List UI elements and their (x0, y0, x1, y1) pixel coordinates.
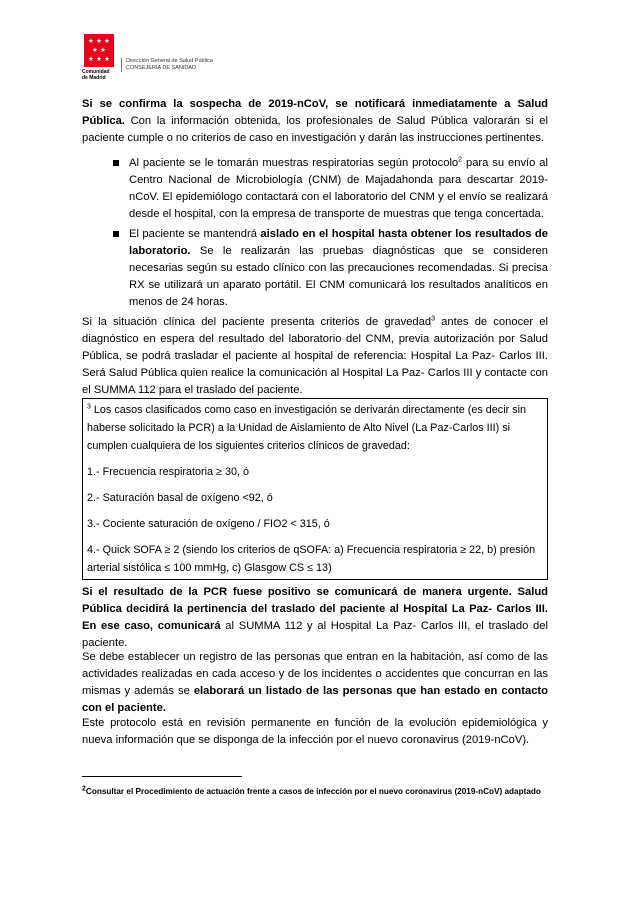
comunidad-madrid-logo (82, 34, 118, 81)
paragraph-severity: Si la situación clínica del paciente presenta criterios de gravedad$^3$ antes de conocer el diagnóstico en espera del resultado del laboratorio del CNM, previa autorización por Salud Pública, se podrá trasladar el paciente al hospital de referencia: Hospital La Paz- Carlos III. Será Salud Pública quien realice la comunicación al Hospital La Paz- Carlos III y contacte con el SUMMA 112 para el traslado del paciente. (82, 315, 548, 396)
paragraph-revision: Este protocolo está en revisión permanente en función de la evolución epidemiológica y nueva información que se disponga de la infección por el nuevo coronavirus (2019-nCoV). (82, 717, 548, 746)
footnote: $^2$Consultar el Procedimiento de actuación frente a casos de infección por el nuevo coronavirus (2019-nCoV) adaptado (82, 785, 541, 796)
criteria-item: 4.- Quick SOFA ≥ 2 (siendo los criterios de qSOFA: a) Frecuencia respiratoria ≥ 22, b) presión arterial sistólica ≤ 100 mmHg, c) Glasgow CS ≤ 13) (87, 544, 536, 574)
footnote-divider (82, 776, 242, 777)
logo-text: Comunidad de Madrid (82, 69, 110, 81)
criteria-item: 3.- Cociente saturación de oxígeno / FIO2 < 315, ó (87, 518, 330, 530)
box-intro: $^3$ Los casos clasificados como caso en investigación se derivarán directamente (es decir sin haberse solicitado la PCR) a la Unidad de Aislamiento de Alto Nivel (La Paz-Carlos III) si cumplen cualquiera de los siguientes criterios clínicos de gravedad: (87, 403, 526, 452)
criteria-item: 1.- Frecuencia respiratoria ≥ 30, ó (87, 466, 249, 478)
criteria-item: 2.- Saturación basal de oxígeno <92, ó (87, 492, 273, 504)
bullet-item-samples: Al paciente se le tomarán muestras respiratorias según protocolo$^2$ para su envío al Centro Nacional de Microbiología (CNM) de Majadahonda para descartar 2019-nCoV. El epidemiólogo contactará con el laboratorio del CNM y el envío se realizará desde el hospital, con la empresa de transporte de muestras que tenga concertada. (113, 155, 548, 223)
bullet-square-icon (113, 231, 119, 237)
paragraph-confirmation: Si se confirma la sospecha de 2019-nCoV, se notificará inmediatamente a Salud Pública. Con la información obtenida, los profesionales de Salud Pública valorarán si el paciente cumple o no criterios de caso en investigación y darán las instrucciones pertinentes. (82, 98, 548, 144)
paragraph-registry: Se debe establecer un registro de las personas que entran en la habitación, así como de las actividades realizadas en cada acceso y de los incidentes o accidentes que concurran en las mismas y además se elaborará un listado de las personas que han estado en contacto con el paciente. (82, 651, 548, 714)
bullet-square-icon (113, 160, 119, 166)
paragraph-pcr-positive: Si el resultado de la PCR fuese positivo se comunicará de manera urgente. Salud Pública decidirá la pertinencia del traslado del paciente al Hospital La Paz- Carlos III. En ese caso, comunicará al SUMMA 112 y al Hospital La Paz- Carlos III, el traslado del paciente. (82, 586, 548, 649)
organization-name: Dirección General de Salud Pública CONSEJERÍA DE SANIDAD (121, 58, 213, 72)
severity-criteria-box (82, 398, 548, 580)
bullet-item-isolation: El paciente se mantendrá aislado en el hospital hasta obtener los resultados de laboratorio. Se le realizarán las pruebas diagnósticas que se consideren necesarias según su estado clínico con las precauciones recomendadas. Si precisa RX se utilizará un aparato portátil. El CNM comunicará los resultados analíticos en menos de 24 horas. (113, 226, 548, 311)
flag-with-stars-icon: ★ ★ ★ ★ ★ ★ ★ ★ (84, 34, 114, 67)
